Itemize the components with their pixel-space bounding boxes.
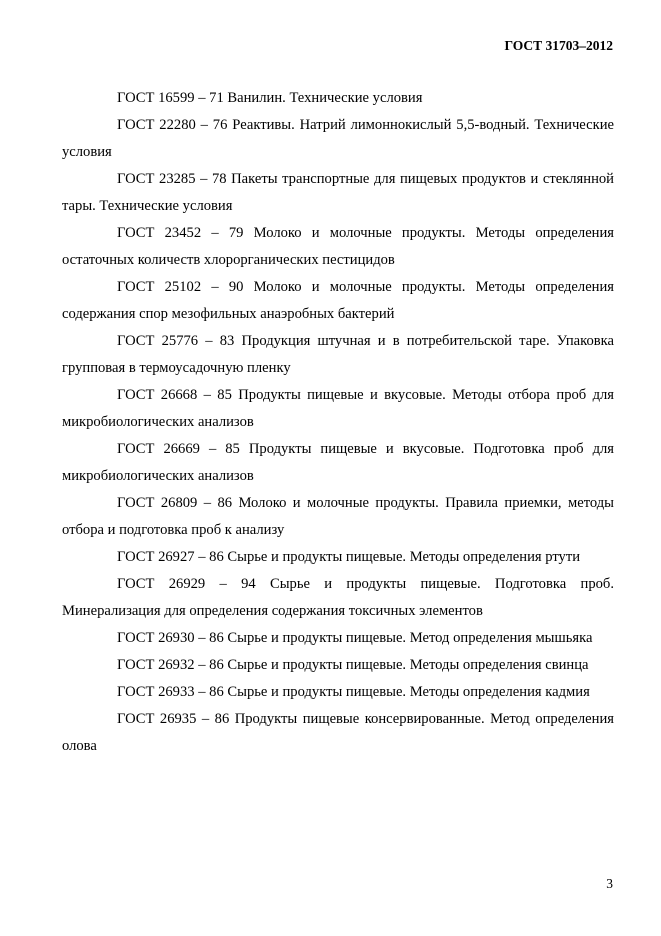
standard-entry-1: ГОСТ 16599 – 71 Ванилин. Технические условия xyxy=(117,90,423,106)
standard-entry-12: ГОСТ 26930 – 86 Сырье и продукты пищевые. Метод определения мышьяка xyxy=(117,630,593,646)
standards-list xyxy=(62,85,614,760)
document-code-header: ГОСТ 31703–2012 xyxy=(504,38,613,53)
standard-entry-9: ГОСТ 26809 – 86 Молоко и молочные продукты. Правила приемки, методы отбора и подготовка проб к анализу xyxy=(62,495,614,538)
standard-entry-5: ГОСТ 25102 – 90 Молоко и молочные продукты. Методы определения содержания спор мезофильных анаэробных бактерий xyxy=(62,279,614,322)
standard-entry-15: ГОСТ 26935 – 86 Продукты пищевые консервированные. Метод определения олова xyxy=(62,711,614,754)
standard-entry-6: ГОСТ 25776 – 83 Продукция штучная и в потребительской таре. Упаковка групповая в термоусадочную пленку xyxy=(62,333,614,376)
standard-entry-8: ГОСТ 26669 – 85 Продукты пищевые и вкусовые. Подготовка проб для микробиологических анализов xyxy=(62,441,614,484)
standard-entry-14: ГОСТ 26933 – 86 Сырье и продукты пищевые. Методы определения кадмия xyxy=(117,684,590,700)
page-number: 3 xyxy=(606,876,613,891)
standard-entry-2: ГОСТ 22280 – 76 Реактивы. Натрий лимоннокислый 5,5-водный. Технические условия xyxy=(62,117,614,160)
standard-entry-13: ГОСТ 26932 – 86 Сырье и продукты пищевые. Методы определения свинца xyxy=(117,657,589,673)
standard-entry-4: ГОСТ 23452 – 79 Молоко и молочные продукты. Методы определения остаточных количеств хлорорганических пестицидов xyxy=(62,225,614,268)
standard-entry-10: ГОСТ 26927 – 86 Сырье и продукты пищевые. Методы определения ртути xyxy=(117,549,581,565)
standard-entry-3: ГОСТ 23285 – 78 Пакеты транспортные для пищевых продуктов и стеклянной тары. Технические условия xyxy=(62,171,614,214)
standard-entry-7: ГОСТ 26668 – 85 Продукты пищевые и вкусовые. Методы отбора проб для микробиологических анализов xyxy=(62,387,614,430)
standard-entry-11: ГОСТ 26929 – 94 Сырье и продукты пищевые. Подготовка проб. Минерализация для определения содержания токсичных элементов xyxy=(62,576,614,619)
